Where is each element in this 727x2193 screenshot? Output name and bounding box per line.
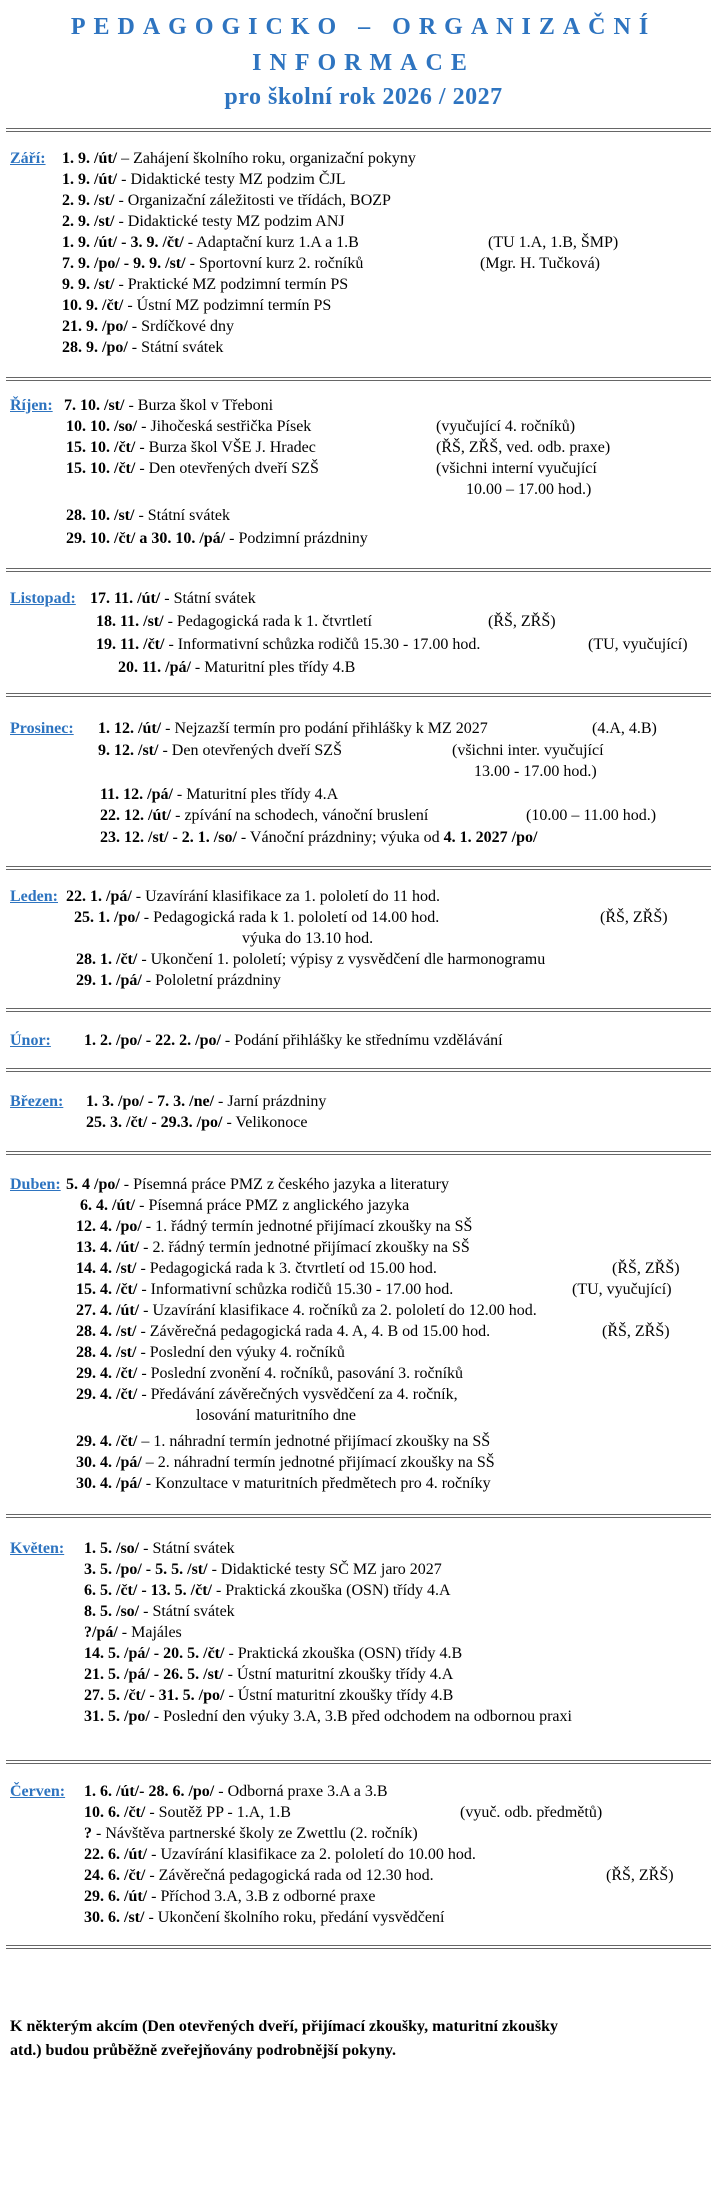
entry-date: 19. 11. /čt/ (96, 636, 165, 653)
entry-text: - Didaktické testy MZ podzim ANJ (114, 213, 345, 230)
list-item (84, 1582, 451, 1600)
entry-text: - Vánoční prázdniny; výuka od (236, 829, 444, 846)
list-item (76, 1218, 472, 1236)
entry-date: 27. 5. /čt/ - 31. 5. /po/ (84, 1687, 225, 1704)
entry-note: (ŘŠ, ZŘŠ) (488, 613, 556, 630)
entry-date: 12. 4. /po/ (76, 1218, 142, 1235)
entry-date: 25. 3. /čt/ - 29.3. /po/ (86, 1114, 223, 1131)
divider (6, 377, 711, 381)
entry-note: (4.A, 4.B) (592, 720, 657, 737)
list-item (62, 339, 223, 357)
list-item (84, 1825, 418, 1843)
entry-date: 15. 4. /čt/ (76, 1281, 138, 1298)
entry-text: – Zahájení školního roku, organizační pokyny (117, 150, 416, 167)
entry-date: 1. 9. /út/ (62, 171, 118, 188)
entry-date: 1. 9. /út/ - 3. 9. /čt/ (62, 234, 184, 251)
entry-note: (ŘŠ, ZŘŠ) (600, 909, 668, 926)
entry-text: - Písemná práce PMZ z anglického jazyka (135, 1197, 410, 1214)
entry-text: - Státní svátek (160, 590, 256, 607)
month-label: Březen: (10, 1093, 64, 1110)
entry-note: (Mgr. H. Tučková) (480, 255, 601, 272)
entry-date: 21. 5. /pá/ - 26. 5. /st/ (84, 1666, 224, 1683)
divider (6, 128, 711, 132)
list-item (96, 636, 480, 654)
divider (6, 693, 711, 697)
list-item (66, 888, 440, 906)
entry-date: 1. 12. /út/ (98, 720, 162, 737)
divider (6, 1760, 711, 1764)
list-item (62, 171, 346, 189)
entry-date: 2. 9. /st/ (62, 192, 115, 209)
entry-continued: výuka do 13.10 hod. (242, 930, 374, 947)
entry-text: - Státní svátek (139, 1540, 235, 1557)
entry-text: - Ústní maturitní zkoušky třídy 4.A (223, 1666, 454, 1683)
entry-text: - Návštěva partnerské školy ze Zwettlu (2. ročník) (92, 1825, 418, 1842)
entry-date: 6. 5. /čt/ - 13. 5. /čt/ (84, 1582, 212, 1599)
entry-date: 1. 6. /út/- 28. 6. /po/ (84, 1783, 215, 1800)
entry-date: 7. 10. /st/ (64, 397, 125, 414)
entry-date: 24. 6. /čt/ (84, 1867, 146, 1884)
entry-text: - Den otevřených dveří SZŠ (158, 742, 342, 759)
entry-text: - Jarní prázdniny (214, 1093, 327, 1110)
entry-text: - Pedagogická rada k 1. čtvrtletí (163, 613, 372, 630)
entry-text: - Ústní maturitní zkoušky třídy 4.B (224, 1687, 454, 1704)
entry-date: 7. 9. /po/ - 9. 9. /st/ (62, 255, 186, 272)
list-item (84, 1846, 476, 1864)
entry-date: 27. 4. /út/ (76, 1302, 140, 1319)
list-item (98, 720, 488, 738)
entry-continued: losování maturitního dne (196, 1407, 356, 1424)
divider (6, 568, 711, 572)
entry-text: - Příchod 3.A, 3.B z odborné praxe (147, 1888, 376, 1905)
list-item (84, 1804, 291, 1822)
title-line-2: INFORMACE (252, 50, 475, 76)
entry-date: 10. 6. /čt/ (84, 1804, 146, 1821)
entry-text: - Závěrečná pedagogická rada 4. A, 4. B od 15.00 hod. (136, 1323, 491, 1340)
entry-note: (ŘŠ, ZŘŠ) (606, 1867, 674, 1884)
entry-date: 28. 1. /čt/ (76, 951, 138, 968)
month-label: Září: (10, 150, 46, 167)
month-label: Duben: (10, 1176, 61, 1193)
entry-date: ?/pá/ (84, 1624, 118, 1641)
entry-date: 1. 3. /po/ - 7. 3. /ne/ (86, 1093, 215, 1110)
entry-date: 29. 4. /čt/ (76, 1433, 138, 1450)
entry-text: - Státní svátek (127, 339, 224, 356)
entry-date: 29. 4. /čt/ (76, 1365, 138, 1382)
entry-date: 14. 5. /pá/ - 20. 5. /čt/ (84, 1645, 225, 1662)
list-item (86, 1114, 307, 1132)
entry-text: - Velikonoce (222, 1114, 308, 1131)
divider (6, 866, 711, 870)
divider (6, 1945, 711, 1949)
list-item (76, 1475, 491, 1493)
list-item (62, 213, 345, 231)
entry-note: (všichni inter. vyučující (452, 742, 604, 759)
title-line-3: pro školní rok 2026 / 2027 (224, 84, 503, 110)
entry-date: 15. 10. /čt/ (66, 460, 136, 477)
entry-note-continued: 10.00 – 17.00 hod.) (466, 481, 592, 498)
list-item (76, 1454, 495, 1472)
list-item (84, 1666, 453, 1684)
entry-date: 30. 4. /pá/ (76, 1454, 142, 1471)
list-item (100, 829, 537, 847)
entry-text: - Soutěž PP - 1.A, 1.B (145, 1804, 291, 1821)
list-item (76, 1239, 470, 1257)
entry-date: ? (84, 1825, 92, 1842)
entry-text: - Státní svátek (134, 507, 230, 524)
month-label: Listopad: (10, 590, 76, 607)
list-item (62, 255, 363, 273)
entry-text: - Srdíčkové dny (127, 318, 234, 335)
entry-note: (10.00 – 11.00 hod.) (526, 807, 657, 824)
month-label: Květen: (10, 1540, 65, 1557)
list-item (84, 1888, 376, 1906)
list-item (84, 1624, 182, 1642)
list-item (84, 1909, 444, 1927)
entry-text: - Informativní schůzka rodičů 15.30 - 17.00 hod. (164, 636, 481, 653)
entry-text: - Informativní schůzka rodičů 15.30 - 17.00 hod. (137, 1281, 454, 1298)
entry-note: (ŘŠ, ZŘŠ) (612, 1260, 680, 1277)
entry-date: 10. 10. /so/ (66, 418, 138, 435)
list-item (62, 318, 234, 336)
entry-text: – 2. náhradní termín jednotné přijímací zkoušky na SŠ (141, 1454, 495, 1471)
month-label: Leden: (10, 888, 58, 905)
entry-text: - Ukončení školního roku, předání vysvědčení (144, 1909, 445, 1926)
entry-text: - Maturitní ples třídy 4.A (172, 786, 339, 803)
entry-date: 20. 11. /pá/ (118, 659, 191, 676)
entry-text: - Organizační záležitosti ve třídách, BOZP (114, 192, 391, 209)
entry-date: 10. 9. /čt/ (62, 297, 124, 314)
month-label: Říjen: (10, 397, 53, 414)
list-item (84, 1603, 235, 1621)
list-item (74, 909, 439, 927)
entry-text: - Podání přihlášky ke střednímu vzdělávání (220, 1032, 503, 1049)
entry-text: - Uzavírání klasifikace 4. ročníků za 2. pololetí do 12.00 hod. (139, 1302, 537, 1319)
entry-text: - Závěrečná pedagogická rada od 12.30 hod. (145, 1867, 434, 1884)
list-item (86, 1093, 326, 1111)
list-item (62, 297, 331, 315)
list-item (96, 613, 372, 631)
entry-text: - Adaptační kurz 1.A a 1.B (183, 234, 359, 251)
list-item (84, 1032, 503, 1050)
list-item (80, 1197, 409, 1215)
list-item (66, 1176, 449, 1194)
footer-note-line-2: atd.) budou průběžně zveřejňovány podrobnější pokyny. (10, 2042, 396, 2059)
entry-text: - Praktická zkouška (OSN) třídy 4.B (224, 1645, 463, 1662)
list-item (118, 659, 355, 677)
entry-text: - Poslední zvonění 4. ročníků, pasování 3. ročníků (137, 1365, 464, 1382)
title-line-1: PEDAGOGICKO – ORGANIZAČNÍ (70, 14, 657, 40)
entry-date: 18. 11. /st/ (96, 613, 164, 630)
divider (6, 1514, 711, 1518)
entry-text: - Praktická zkouška (OSN) třídy 4.A (211, 1582, 451, 1599)
entry-date: 9. 9. /st/ (62, 276, 115, 293)
entry-date: 2. 9. /st/ (62, 213, 115, 230)
list-item (64, 397, 273, 415)
entry-date: 17. 11. /út/ (90, 590, 161, 607)
list-item (76, 1323, 490, 1341)
list-item (84, 1645, 462, 1663)
list-item (66, 507, 230, 525)
entry-text: - Didaktické testy SČ MZ jaro 2027 (207, 1561, 442, 1578)
entry-date: 25. 1. /po/ (74, 909, 140, 926)
entry-date: 22. 12. /út/ (100, 807, 172, 824)
entry-date: 29. 4. /čt/ (76, 1386, 138, 1403)
entry-text: - Poslední den výuky 3.A, 3.B před odchodem na odbornou praxi (149, 1708, 572, 1725)
entry-text: - Uzavírání klasifikace za 1. pololetí do 11 hod. (131, 888, 440, 905)
list-item (84, 1540, 235, 1558)
footer-note-line-1: K některým akcím (Den otevřených dveří, přijímací zkoušky, maturitní zkoušky (10, 2018, 558, 2035)
entry-text: - Sportovní kurz 2. ročníků (185, 255, 364, 272)
list-item (84, 1687, 453, 1705)
entry-text: - Praktické MZ podzimní termín PS (114, 276, 349, 293)
entry-text: - Majáles (117, 1624, 182, 1641)
entry-date: 28. 4. /st/ (76, 1344, 137, 1361)
entry-text: - Maturitní ples třídy 4.B (190, 659, 356, 676)
list-item (62, 276, 348, 294)
divider (6, 1008, 711, 1012)
entry-date: 6. 4. /út/ (80, 1197, 136, 1214)
entry-date: 28. 10. /st/ (66, 507, 135, 524)
entry-text: - Pedagogická rada k 3. čtvrtletí od 15.00 hod. (136, 1260, 437, 1277)
entry-text: - Burza škol VŠE J. Hradec (135, 439, 316, 456)
list-item (84, 1708, 572, 1726)
list-item (62, 150, 416, 168)
month-label: Únor: (10, 1032, 51, 1049)
entry-text: - Jihočeská sestřička Písek (137, 418, 312, 435)
list-item (62, 234, 359, 252)
entry-date: 9. 12. /st/ (98, 742, 159, 759)
entry-date: 21. 9. /po/ (62, 318, 128, 335)
list-item (90, 590, 256, 608)
entry-note: (ŘŠ, ZŘŠ) (602, 1323, 670, 1340)
list-item (100, 786, 338, 804)
entry-note: (TU, vyučující) (572, 1281, 672, 1298)
list-item (76, 1386, 458, 1404)
entry-text: - Pedagogická rada k 1. pololetí od 14.00 hod. (139, 909, 440, 926)
entry-date: 22. 6. /út/ (84, 1846, 148, 1863)
entry-text: - Konzultace v maturitních předmětech pro 4. ročníky (141, 1475, 491, 1492)
entry-text: – 1. náhradní termín jednotné přijímací zkoušky na SŠ (137, 1433, 491, 1450)
entry-text: - Burza škol v Třeboni (124, 397, 274, 414)
entry-date: 29. 1. /pá/ (76, 972, 142, 989)
entry-date: 11. 12. /pá/ (100, 786, 173, 803)
list-item (100, 807, 428, 825)
list-item (66, 530, 368, 548)
entry-note: (všichni interní vyučující (436, 460, 597, 477)
entry-text: - 1. řádný termín jednotné přijímací zkoušky na SŠ (141, 1218, 473, 1235)
entry-date: 5. 4 /po/ (66, 1176, 120, 1193)
entry-date: 30. 6. /st/ (84, 1909, 145, 1926)
entry-date: 30. 4. /pá/ (76, 1475, 142, 1492)
entry-date: 23. 12. /st/ - 2. 1. /so/ (100, 829, 237, 846)
list-item (76, 1433, 490, 1451)
entry-text: - Den otevřených dveří SZŠ (135, 460, 319, 477)
list-item (76, 1344, 345, 1362)
list-item (76, 951, 545, 969)
entry-date: 1. 2. /po/ - 22. 2. /po/ (84, 1032, 221, 1049)
entry-text: - Nejzazší termín pro podání přihlášky k MZ 2027 (161, 720, 488, 737)
entry-text: - 2. řádný termín jednotné přijímací zkoušky na SŠ (139, 1239, 470, 1256)
entry-text: - Poslední den výuky 4. ročníků (136, 1344, 345, 1361)
entry-date: 1. 9. /út/ (62, 150, 118, 167)
list-item (76, 1302, 537, 1320)
list-item (66, 439, 316, 457)
list-item (84, 1561, 442, 1579)
entry-text: - Pololetní prázdniny (141, 972, 281, 989)
entry-date: 28. 4. /st/ (76, 1323, 137, 1340)
entry-text: - zpívání na schodech, vánoční bruslení (171, 807, 429, 824)
list-item (62, 192, 391, 210)
entry-date: 8. 5. /so/ (84, 1603, 140, 1620)
list-item (84, 1867, 434, 1885)
entry-date-tail: 4. 1. 2027 /po/ (443, 829, 538, 846)
list-item (66, 418, 311, 436)
entry-text: - Didaktické testy MZ podzim ČJL (117, 171, 346, 188)
entry-text: - Podzimní prázdniny (225, 530, 368, 547)
entry-date: 22. 1. /pá/ (66, 888, 132, 905)
list-item (76, 1365, 463, 1383)
entry-note: (vyuč. odb. předmětů) (460, 1804, 603, 1821)
entry-text: - Písemná práce PMZ z českého jazyka a literatury (119, 1176, 449, 1193)
list-item (66, 460, 319, 478)
entry-date: 3. 5. /po/ - 5. 5. /st/ (84, 1561, 208, 1578)
list-item (76, 972, 281, 990)
month-label: Prosinec: (10, 720, 74, 737)
entry-date: 13. 4. /út/ (76, 1239, 140, 1256)
entry-date: 15. 10. /čt/ (66, 439, 136, 456)
entry-text: - Ústní MZ podzimní termín PS (123, 297, 332, 314)
divider (6, 1068, 711, 1072)
list-item (76, 1260, 437, 1278)
entry-date: 31. 5. /po/ (84, 1708, 150, 1725)
divider (6, 1151, 711, 1155)
list-item (84, 1783, 388, 1801)
entry-note: (TU 1.A, 1.B, ŠMP) (488, 234, 619, 251)
month-label: Červen: (10, 1783, 66, 1800)
entry-text: - Předávání závěrečných vysvědčení za 4. ročník, (137, 1386, 458, 1403)
entry-note: (TU, vyučující) (588, 636, 688, 653)
entry-text: - Odborná praxe 3.A a 3.B (214, 1783, 388, 1800)
entry-date: 29. 6. /út/ (84, 1888, 148, 1905)
entry-note: (vyučující 4. ročníků) (436, 418, 576, 435)
list-item (98, 742, 342, 760)
entry-text: - Uzavírání klasifikace za 2. pololetí do 10.00 hod. (147, 1846, 476, 1863)
entry-date: 1. 5. /so/ (84, 1540, 140, 1557)
entry-text: - Ukončení 1. pololetí; výpisy z vysvědčení dle harmonogramu (137, 951, 546, 968)
entry-date: 14. 4. /st/ (76, 1260, 137, 1277)
entry-note-continued: 13.00 - 17.00 hod.) (474, 763, 597, 780)
entry-date: 29. 10. /čt/ a 30. 10. /pá/ (66, 530, 226, 547)
list-item (76, 1281, 453, 1299)
entry-date: 28. 9. /po/ (62, 339, 128, 356)
entry-text: - Státní svátek (139, 1603, 235, 1620)
entry-note: (ŘŠ, ZŘŠ, ved. odb. praxe) (436, 439, 611, 456)
